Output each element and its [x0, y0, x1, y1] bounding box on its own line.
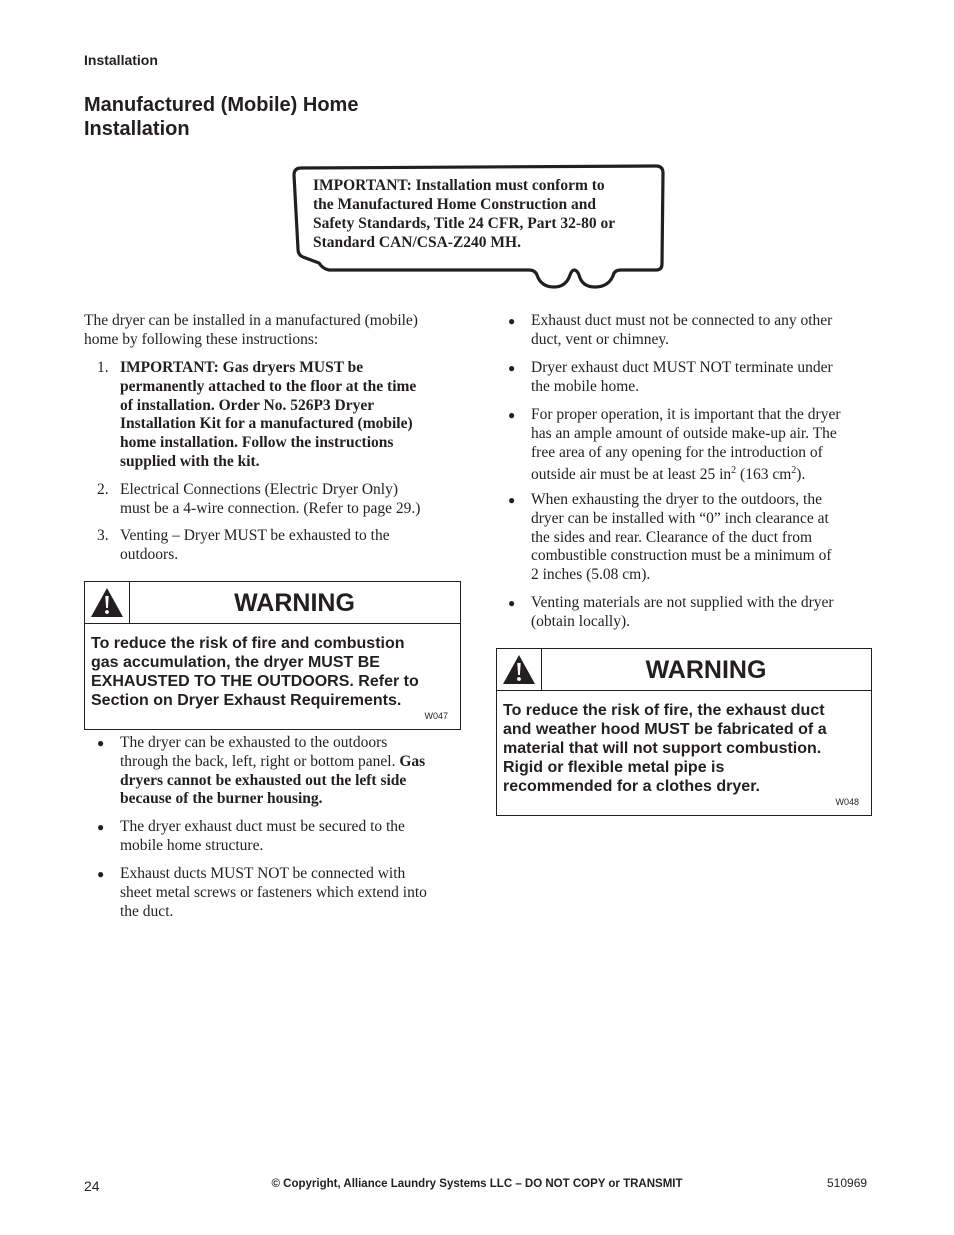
bullet-icon: ●: [508, 493, 516, 507]
bullet-item: [97, 818, 457, 858]
bullet-text: [120, 865, 465, 921]
bullet-line: (obtain locally).: [531, 612, 630, 630]
superscript: 2: [731, 465, 737, 477]
bullet-item: [508, 406, 868, 484]
step-line: must be a 4-wire connection. (Refer to page 29.): [120, 499, 421, 517]
bullet-item: [508, 359, 868, 399]
bullet-line: has an ample amount of outside make-up air. The: [531, 424, 837, 442]
bullet-text-run: through the back, left, right or bottom panel.: [120, 752, 400, 770]
warning-code: W047: [424, 711, 448, 721]
bullet-text-run: (163 cm: [736, 466, 792, 484]
bullet-bold-run: Gas: [399, 752, 426, 770]
bullet-text: [531, 406, 876, 485]
callout-line: the Manufactured Home Construction and: [313, 196, 597, 213]
step-line: of installation. Order No. 526P3 Dryer: [120, 396, 375, 414]
warning-line: To reduce the risk of fire, the exhaust duct: [503, 702, 825, 719]
intro-line: home by following these instructions:: [84, 330, 319, 348]
bullet-line: The dryer can be exhausted to the outdoors: [120, 734, 388, 751]
warning-triangle-icon: [500, 652, 538, 688]
bullet-line: mobile home structure.: [120, 836, 264, 854]
bullet-line: The dryer exhaust duct must be secured to the: [120, 818, 405, 835]
step-line: outdoors.: [120, 545, 179, 563]
warning-title: WARNING: [645, 656, 767, 684]
step-line: permanently attached to the floor at the time: [120, 377, 417, 395]
warning-line: Section on Dryer Exhaust Requirements.: [91, 692, 402, 709]
page-number: 24: [84, 1178, 100, 1194]
warning-line: gas accumulation, the dryer MUST BE: [91, 654, 380, 671]
warning-code: W048: [835, 797, 859, 807]
bullet-line: [120, 753, 465, 772]
intro-paragraph: [84, 312, 459, 350]
bullet-icon: ●: [97, 820, 105, 834]
warning-header: [85, 582, 460, 624]
step-number: 2.: [97, 481, 109, 498]
step-line: Electrical Connections (Electric Dryer Only): [120, 481, 399, 498]
step-line: IMPORTANT: Gas dryers MUST be: [120, 359, 364, 376]
bullet-text: [120, 818, 465, 856]
bullet-line: free area of any opening for the introduction of: [531, 443, 823, 461]
important-callout: [289, 163, 667, 289]
bullet-line: duct, vent or chimney.: [531, 330, 670, 348]
warning-line: material that will not support combustion.: [503, 740, 822, 757]
bullet-text-run: outside air must be at least 25 in: [531, 466, 732, 484]
bullet-line: [531, 462, 876, 485]
bullet-icon: ●: [97, 736, 105, 750]
bullet-line: Dryer exhaust duct MUST NOT terminate under: [531, 359, 833, 376]
step-line: Venting – Dryer MUST be exhausted to the: [120, 527, 390, 544]
warning-line: recommended for a clothes dryer.: [503, 778, 760, 795]
bullet-icon: ●: [508, 596, 516, 610]
bullet-item: [508, 312, 868, 352]
bullet-line: When exhausting the dryer to the outdoors, the: [531, 491, 822, 508]
page-title-line: Installation: [84, 118, 190, 140]
bullet-icon: ●: [508, 361, 516, 375]
page-title-line: Manufactured (Mobile) Home: [84, 94, 359, 116]
bullet-item: [97, 865, 457, 925]
bullet-text: [531, 491, 876, 585]
callout-line: Standard CAN/CSA-Z240 MH.: [313, 234, 521, 251]
step-text: [120, 527, 460, 565]
bullet-line: sheet metal screws or fasteners which extend into: [120, 883, 427, 901]
warning-icon-cell: [497, 649, 542, 690]
bullet-line: Exhaust duct must not be connected to any other: [531, 312, 833, 329]
callout-line: IMPORTANT: Installation must conform to: [313, 177, 605, 194]
bullet-line: 2 inches (5.08 cm).: [531, 566, 651, 584]
intro-line: The dryer can be installed in a manufactured (mobile): [84, 312, 418, 329]
bullet-icon: ●: [508, 408, 516, 422]
bullet-icon: ●: [508, 314, 516, 328]
step-item: [84, 359, 460, 474]
warning-line: Rigid or flexible metal pipe is: [503, 759, 725, 776]
warning-line: and weather hood MUST be fabricated of a: [503, 721, 827, 738]
bullet-icon: ●: [97, 867, 105, 881]
bullet-text: [531, 312, 876, 350]
bullet-text: [120, 734, 465, 809]
warning-line: EXHAUSTED TO THE OUTDOORS. Refer to: [91, 673, 419, 690]
superscript: 2: [791, 465, 797, 477]
step-text: [120, 359, 460, 472]
bullet-line: dryers cannot be exhausted out the left side: [120, 771, 407, 789]
section-header: Installation: [84, 52, 158, 68]
bullet-item: [508, 491, 868, 587]
bullet-line: combustible construction must be a minimum of: [531, 547, 832, 565]
bullet-text: [531, 594, 876, 632]
document-number: 510969: [827, 1176, 868, 1190]
bullet-item: [97, 734, 457, 812]
step-number: 3.: [97, 527, 109, 544]
step-line: Installation Kit for a manufactured (mobile): [120, 415, 413, 433]
bullet-line: because of the burner housing.: [120, 790, 323, 808]
warning-title: WARNING: [234, 589, 355, 617]
step-line: home installation. Follow the instructions: [120, 434, 394, 452]
bullet-line: the mobile home.: [531, 377, 640, 395]
step-line: supplied with the kit.: [120, 452, 260, 470]
step-item: [84, 481, 460, 521]
step-item: [84, 527, 460, 567]
bullet-text-run: ).: [796, 466, 806, 484]
bullet-line: Exhaust ducts MUST NOT be connected with: [120, 865, 406, 882]
page-title: [84, 93, 444, 141]
warning-box: [496, 648, 872, 816]
warning-icon-cell: [85, 582, 130, 623]
warning-triangle-icon: [88, 585, 126, 621]
callout-text: [313, 176, 658, 252]
callout-line: Safety Standards, Title 24 CFR, Part 32-80 or: [313, 215, 616, 232]
bullet-line: the duct.: [120, 902, 174, 920]
bullet-line: For proper operation, it is important that the dryer: [531, 406, 841, 423]
bullet-line: dryer can be installed with “0” inch clearance at: [531, 509, 829, 527]
warning-text: [503, 701, 827, 796]
warning-box: [84, 581, 461, 730]
bullet-item: [508, 594, 868, 634]
warning-line: To reduce the risk of fire and combustion: [91, 635, 405, 652]
bullet-line: the sides and rear. Clearance of the duct from: [531, 528, 813, 546]
step-text: [120, 481, 460, 519]
warning-text: [91, 634, 419, 710]
bullet-text: [531, 359, 876, 397]
step-number: 1.: [97, 359, 109, 376]
bullet-line: Venting materials are not supplied with the dryer: [531, 594, 834, 611]
warning-header: [497, 649, 871, 691]
copyright-notice: © Copyright, Alliance Laundry Systems LLC – DO NOT COPY or TRANSMIT: [271, 1178, 683, 1190]
